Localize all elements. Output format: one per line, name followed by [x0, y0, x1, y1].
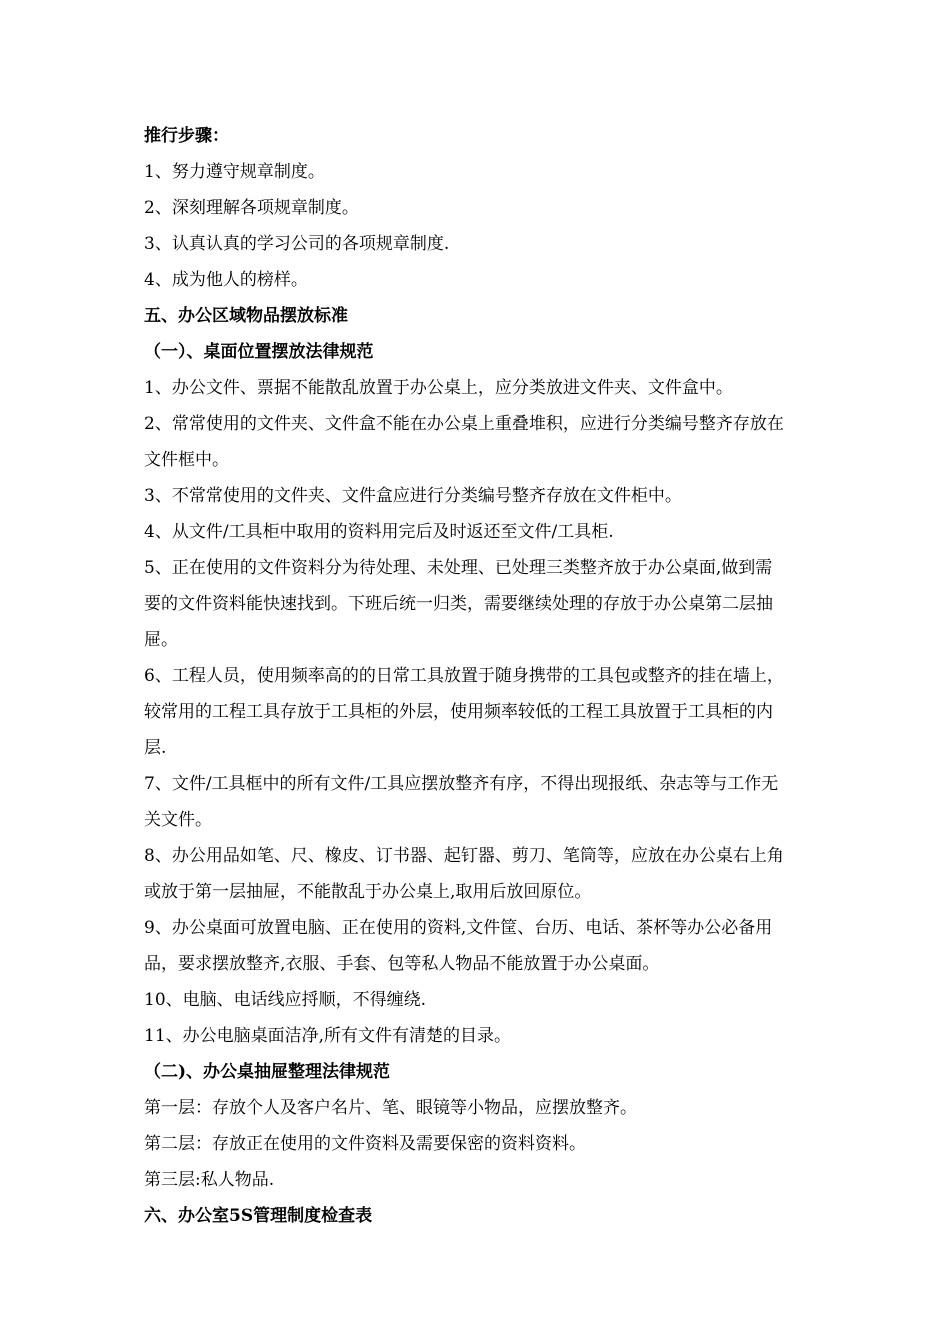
paragraph-line: 层. [144, 738, 167, 758]
paragraph-line: 2、深刻理解各项规章制度。 [144, 198, 359, 218]
paragraph-line: 10、电脑、电话线应捋顺，不得缠绕. [144, 990, 427, 1010]
paragraph-line: 3、不常常使用的文件夹、文件盒应进行分类编号整齐存放在文件柜中。 [144, 486, 682, 506]
paragraph-line: 第三层:私人物品. [144, 1170, 275, 1190]
paragraph-line: 1、努力遵守规章制度。 [144, 162, 325, 182]
paragraph-line: 4、从文件/工具柜中取用的资料用完后及时返还至文件/工具柜. [144, 522, 614, 542]
paragraph-line: 5、正在使用的文件资料分为待处理、未处理、已处理三类整齐放于办公桌面,做到需 [144, 558, 773, 578]
paragraph-line: 2、常常使用的文件夹、文件盒不能在办公桌上重叠堆积，应进行分类编号整齐存放在 [144, 414, 784, 434]
paragraph-line: 较常用的工程工具存放于工具柜的外层，使用频率较低的工程工具放置于工具柜的内 [144, 702, 773, 722]
document-body [144, 118, 869, 1234]
paragraph-line: 7、文件/工具框中的所有文件/工具应摆放整齐有序，不得出现报纸、杂志等与工作无 [144, 774, 779, 794]
paragraph-line: 第二层：存放正在使用的文件资料及需要保密的资料资料。 [144, 1134, 586, 1154]
section-heading-steps: 推行步骤： [144, 126, 229, 146]
section-heading-five: 五、办公区域物品摆放标准 [144, 306, 348, 326]
paragraph-line: 第一层：存放个人及客户名片、笔、眼镜等小物品，应摆放整齐。 [144, 1098, 637, 1118]
paragraph-line: 9、办公桌面可放置电脑、正在使用的资料,文件筐、台历、电话、茶杯等办公必备用 [144, 918, 773, 938]
paragraph-line: 11、办公电脑桌面洁净,所有文件有清楚的目录。 [144, 1026, 512, 1046]
paragraph-line: 要的文件资料能快速找到。下班后统一归类，需要继续处理的存放于办公桌第二层抽 [144, 594, 773, 614]
subsection-heading-two: （二)、办公桌抽屉整理法律规范 [144, 1062, 391, 1082]
paragraph-line: 8、办公用品如笔、尺、橡皮、订书器、起钉器、剪刀、笔筒等，应放在办公桌右上角 [144, 846, 784, 866]
paragraph-line: 1、办公文件、票据不能散乱放置于办公桌上，应分类放进文件夹、文件盒中。 [144, 378, 733, 398]
subsection-heading-one: （一）、桌面位置摆放法律规范 [144, 342, 374, 362]
paragraph-line: 4、成为他人的榜样。 [144, 270, 308, 290]
section-heading-six: 六、办公室5S管理制度检查表 [144, 1206, 373, 1226]
paragraph-line: 或放于第一层抽屉，不能散乱于办公桌上,取用后放回原位。 [144, 882, 592, 902]
paragraph-line: 3、认真认真的学习公司的各项规章制度. [144, 234, 450, 254]
paragraph-line: 文件框中。 [144, 450, 229, 470]
paragraph-line: 品，要求摆放整齐,衣服、手套、包等私人物品不能放置于办公桌面。 [144, 954, 660, 974]
paragraph-line: 6、工程人员，使用频率高的的日常工具放置于随身携带的工具包或整齐的挂在墙上， [144, 666, 784, 686]
paragraph-line: 关文件。 [144, 810, 212, 830]
paragraph-line: 屉。 [144, 630, 178, 650]
